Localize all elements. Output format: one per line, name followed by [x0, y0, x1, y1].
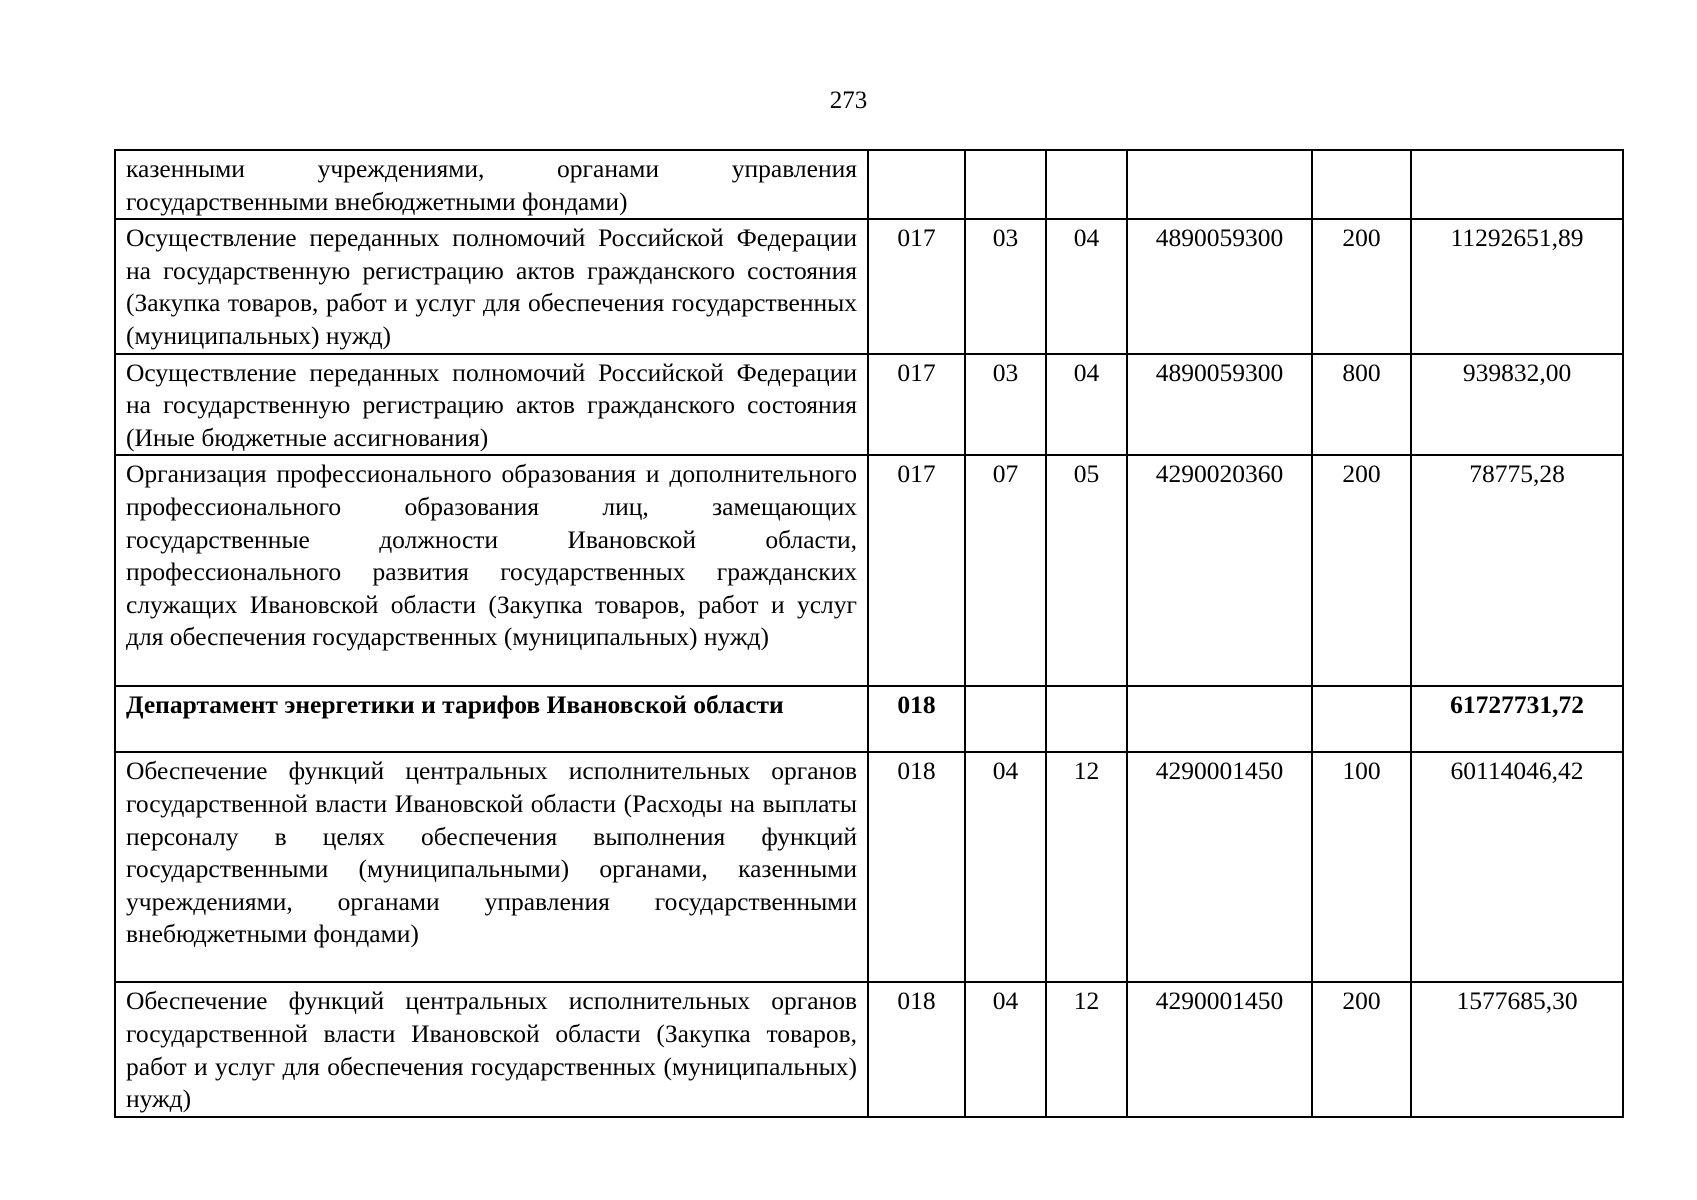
ministry-code: 018	[868, 752, 965, 982]
section-code: 03	[965, 354, 1046, 456]
table-row	[115, 982, 1623, 1116]
ministry-code: 017	[868, 455, 965, 686]
expense-type-code: 100	[1312, 752, 1411, 982]
section-code: 04	[965, 752, 1046, 982]
budget-table	[114, 149, 1624, 1118]
ministry-code: 017	[868, 219, 965, 353]
row-description: Обеспечение функций центральных исполнительных органов государственной власти Ивановской области (Закупка товаров, работ и услуг для обеспечения государственных (муниципальных) нужд)	[115, 982, 868, 1116]
target-article-code: 4290001450	[1127, 752, 1312, 982]
table-row	[115, 455, 1623, 686]
target-article-code: 4890059300	[1127, 354, 1312, 456]
amount: 1577685,30	[1411, 982, 1623, 1116]
subsection-code	[1046, 150, 1127, 219]
ministry-code	[868, 150, 965, 219]
section-code: 04	[965, 982, 1046, 1116]
target-article-code	[1127, 150, 1312, 219]
row-description: Осуществление переданных полномочий Российской Федерации на государственную регистрацию актов гражданского состояния (Закупка товаров, работ и услуг для обеспечения государственных (муниципальных) нужд)	[115, 219, 868, 353]
row-description: Организация профессионального образования и дополнительного профессионального образования лиц, замещающих государственные должности Ивановской области, профессионального развития государственных гражданских служащих Ивановской области (Закупка товаров, работ и услуг для обеспечения государственных (муниципальных) нужд)	[115, 455, 868, 686]
ministry-code: 018	[868, 686, 965, 752]
expense-type-code	[1312, 686, 1411, 752]
target-article-code: 4290001450	[1127, 982, 1312, 1116]
expense-type-code: 800	[1312, 354, 1411, 456]
expense-type-code: 200	[1312, 455, 1411, 686]
table-row	[115, 752, 1623, 982]
ministry-code: 017	[868, 354, 965, 456]
ministry-code: 018	[868, 982, 965, 1116]
row-description: Осуществление переданных полномочий Российской Федерации на государственную регистрацию актов гражданского состояния (Иные бюджетные ассигнования)	[115, 354, 868, 456]
subsection-code: 12	[1046, 982, 1127, 1116]
section-code: 03	[965, 219, 1046, 353]
row-description: Обеспечение функций центральных исполнительных органов государственной власти Ивановской области (Расходы на выплаты персоналу в целях обеспечения выполнения функций государственными (муниципальными) органами, казенными учреждениями, органами управления государственными внебюджетными фондами)	[115, 752, 868, 982]
amount: 61727731,72	[1411, 686, 1623, 752]
amount: 11292651,89	[1411, 219, 1623, 353]
table-row-department	[115, 686, 1623, 752]
section-code: 07	[965, 455, 1046, 686]
subsection-code: 05	[1046, 455, 1127, 686]
row-description: казенными учреждениями, органами управления государственными внебюджетными фондами)	[115, 150, 868, 219]
row-description: Департамент энергетики и тарифов Ивановской области	[115, 686, 868, 752]
subsection-code: 12	[1046, 752, 1127, 982]
amount: 939832,00	[1411, 354, 1623, 456]
table-row	[115, 219, 1623, 353]
section-code	[965, 686, 1046, 752]
table-row	[115, 150, 1623, 219]
expense-type-code: 200	[1312, 219, 1411, 353]
expense-type-code	[1312, 150, 1411, 219]
expense-type-code: 200	[1312, 982, 1411, 1116]
subsection-code: 04	[1046, 219, 1127, 353]
amount: 78775,28	[1411, 455, 1623, 686]
target-article-code: 4290020360	[1127, 455, 1312, 686]
target-article-code: 4890059300	[1127, 219, 1312, 353]
amount: 60114046,42	[1411, 752, 1623, 982]
page-number: 273	[829, 87, 868, 114]
section-code	[965, 150, 1046, 219]
subsection-code	[1046, 686, 1127, 752]
amount	[1411, 150, 1623, 219]
subsection-code: 04	[1046, 354, 1127, 456]
target-article-code	[1127, 686, 1312, 752]
table-row	[115, 354, 1623, 456]
